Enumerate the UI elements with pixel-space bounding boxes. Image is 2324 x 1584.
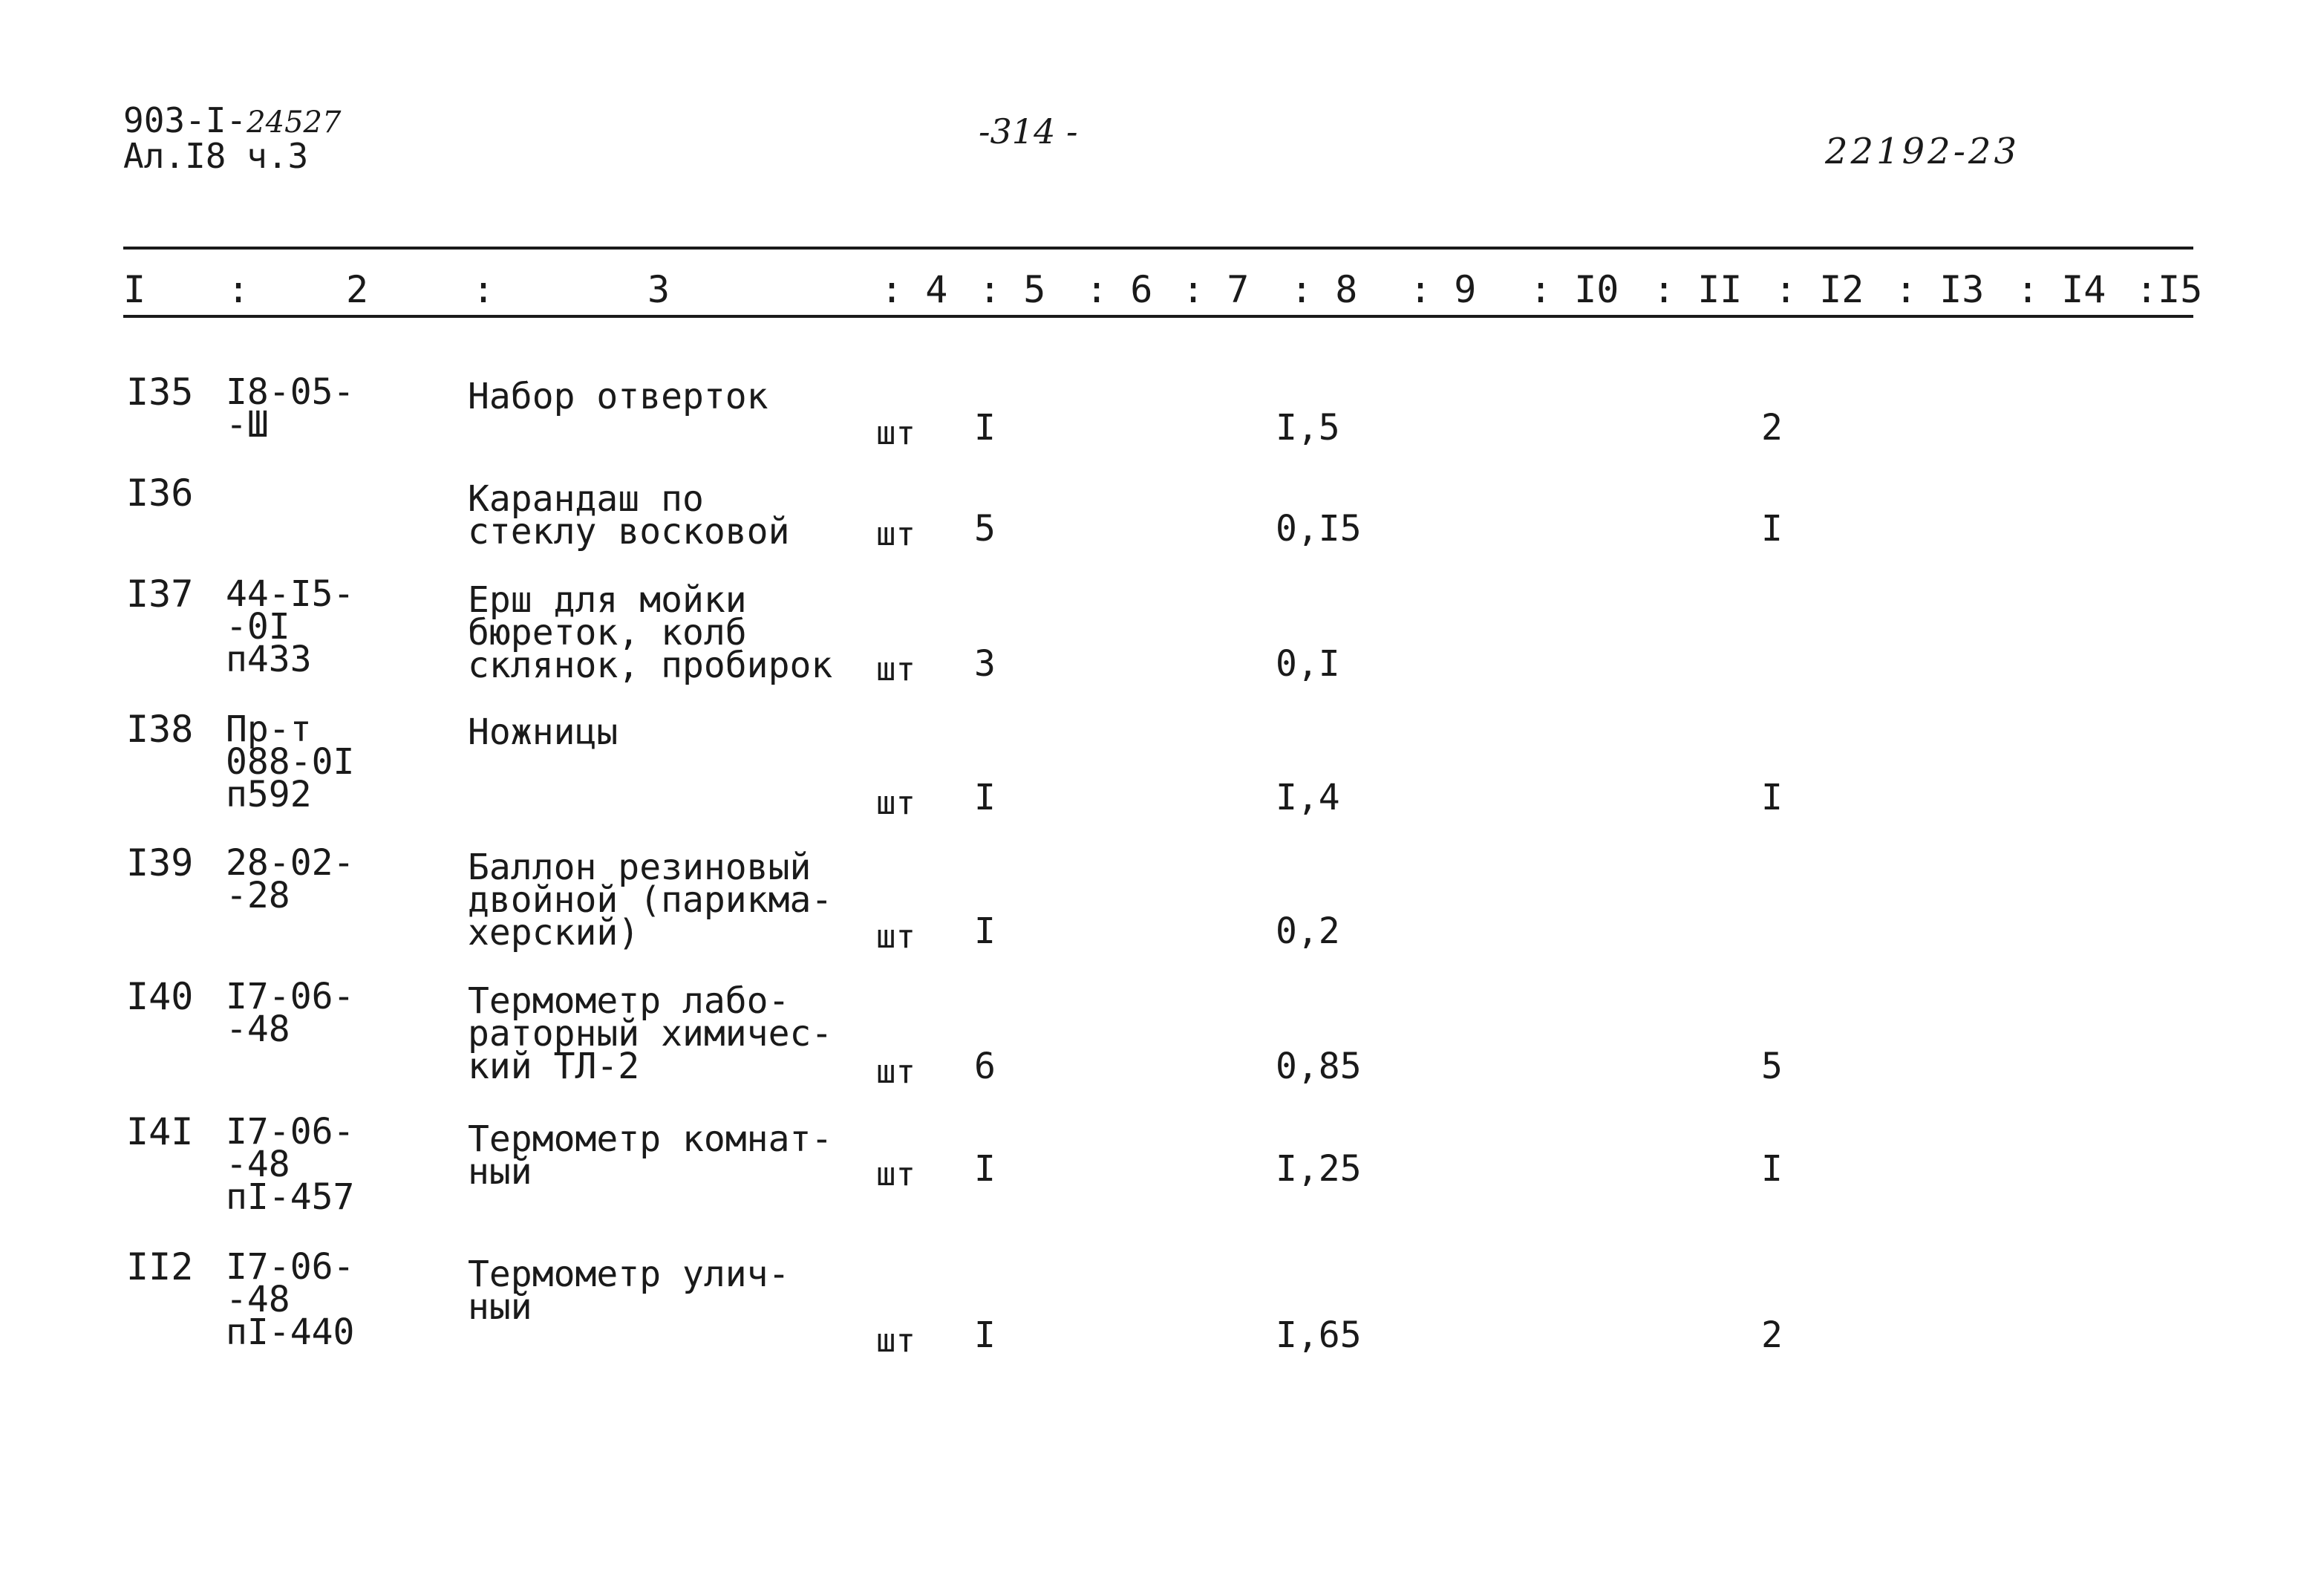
row-number: I40 [126,975,194,1018]
column-header-7: : 7 [1182,268,1250,311]
item-name: Набор отверток [468,376,768,417]
column-separator: : [227,268,250,311]
row-number: I39 [126,841,194,884]
quantity: I [974,1148,996,1190]
column-header-2: 2 [346,268,369,311]
column-12-value: 2 [1761,1314,1783,1356]
column-12-value: 5 [1761,1046,1783,1087]
item-code: I8-05- -Ш [226,371,355,446]
weight: 0,I5 [1276,508,1362,550]
table-top-rule [123,247,2193,250]
unit: шт [876,1156,915,1193]
weight: 0,I [1276,643,1340,685]
weight: I,4 [1276,777,1340,818]
column-header-5: : 5 [979,268,1046,311]
row-number: I4I [126,1110,194,1153]
item-code: I7-06- -48 пI-440 [226,1246,355,1353]
item-code: 44-I5- -0I п433 [226,573,355,680]
item-code: Пр-т 088-0I п592 [226,708,355,815]
quantity: I [974,910,996,952]
page-number: -314 - [979,111,1078,151]
item-name: Термометр комнат- ный [468,1118,833,1193]
column-12-value: I [1761,777,1783,818]
document-code-handwritten: 24527 [247,105,342,140]
table-header-rule [123,315,2193,318]
document-code [123,100,342,140]
document-code-prefix: 903-I- [123,100,247,140]
unit: шт [876,515,915,553]
quantity: I [974,1314,996,1356]
weight: I,25 [1276,1148,1362,1190]
column-header-12: : I2 [1775,268,1864,311]
unit: шт [876,1322,915,1360]
quantity: 6 [974,1046,996,1087]
item-name: Ножницы [468,711,618,753]
column-12-value: I [1761,508,1783,550]
unit: шт [876,784,915,822]
column-header-14: : I4 [2017,268,2106,311]
column-header-3: 3 [647,268,670,311]
column-header-1: I [123,268,146,311]
unit: шт [876,1053,915,1091]
column-header-11: : II [1653,268,1743,311]
column-header-8: : 8 [1290,268,1358,311]
item-name: Ерш для мойки бюреток, колб склянок, пробирок [468,579,833,686]
quantity: I [974,407,996,449]
item-code: 28-02- -28 [226,842,355,916]
item-name: Термометр лабо- раторный химичес- кий ТЛ-2 [468,980,833,1087]
quantity: I [974,777,996,818]
row-number: I36 [126,472,194,515]
column-header-9: : 9 [1409,268,1477,311]
project-number: 22192-23 [1825,131,2020,172]
quantity: 5 [974,508,996,550]
unit: шт [876,918,915,956]
item-name: Карандаш по стеклу восковой [468,478,790,553]
quantity: 3 [974,643,996,685]
item-name: Термометр улич- ный [468,1254,790,1328]
weight: I,65 [1276,1314,1362,1356]
item-code: I7-06- -48 [226,976,355,1050]
item-code: I7-06- -48 пI-457 [226,1111,355,1218]
column-header-4: : 4 [881,268,948,311]
column-separator: : [472,268,495,311]
item-name: Баллон резиновый двойной (парикма- херский) [468,847,833,954]
row-number: I35 [126,371,194,414]
column-12-value: 2 [1761,407,1783,449]
column-header-10: : I0 [1530,268,1619,311]
column-header-6: : 6 [1086,268,1153,311]
album-label: Ал.I8 ч.3 [123,136,309,176]
column-header-15: :I5 [2135,268,2203,311]
weight: 0,85 [1276,1046,1362,1087]
row-number: II2 [126,1245,194,1288]
column-12-value: I [1761,1148,1783,1190]
unit: шт [876,414,915,452]
weight: I,5 [1276,407,1340,449]
row-number: I38 [126,708,194,751]
column-header-13: : I3 [1895,268,1985,311]
weight: 0,2 [1276,910,1340,952]
row-number: I37 [126,573,194,616]
unit: шт [876,651,915,688]
